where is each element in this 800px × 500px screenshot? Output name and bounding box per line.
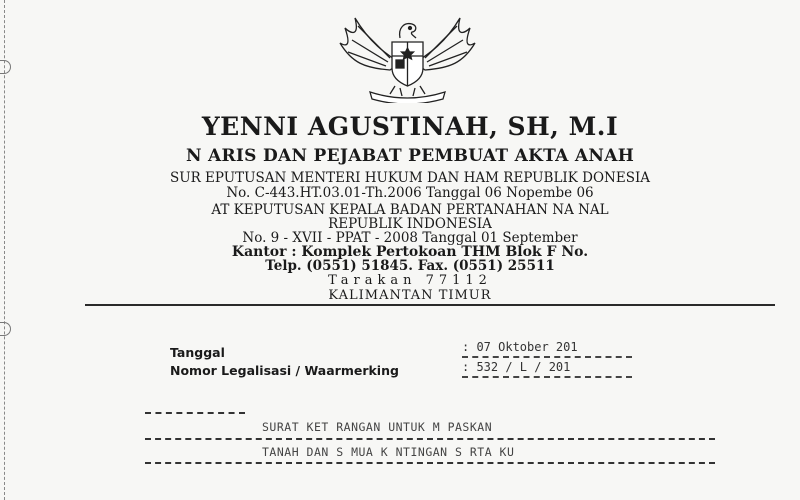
legalization-underline — [462, 376, 632, 378]
subject-line: SURAT KET RANGAN UNTUK M PASKAN — [262, 420, 493, 434]
decree-line: AT KEPUTUSAN KEPALA BADAN PERTANAHAN NA NAL — [211, 202, 609, 218]
legalization-label: Nomor Legalisasi / Waarmerking — [170, 363, 399, 378]
date-underline — [462, 356, 632, 358]
date-label: Tanggal — [170, 345, 225, 360]
legalization-value: : 532 / L / 201 — [462, 360, 571, 374]
contact-phone: Telp. (0551) 51845. Fax. (0551) 25511 — [265, 258, 555, 274]
header-divider — [85, 304, 775, 306]
decree-line: REPUBLIK INDONESIA — [328, 216, 492, 232]
garuda-emblem-icon — [330, 8, 485, 103]
dashed-line — [145, 412, 245, 414]
decree-number: No. C-443.HT.03.01-Th.2006 Tanggal 06 Nopembe 06 — [226, 185, 594, 201]
notary-name: YENNI AGUSTINAH, SH, M.I — [201, 112, 619, 141]
paper-edge — [4, 0, 7, 500]
city: Tarakan 77112 — [328, 273, 492, 288]
binding-hole — [0, 60, 11, 74]
decree-number: No. 9 - XVII - PPAT - 2008 Tanggal 01 September — [242, 230, 578, 246]
date-value: : 07 Oktober 201 — [462, 340, 578, 354]
subject-line: TANAH DAN S MUA K NTINGAN S RTA KU — [262, 445, 515, 459]
binding-hole — [0, 322, 11, 336]
office-address: Kantor : Komplek Pertokoan THM Blok F No. — [231, 244, 589, 260]
dashed-line — [145, 438, 715, 440]
province: KALIMANTAN TIMUR — [328, 288, 492, 303]
decree-line: SUR EPUTUSAN MENTERI HUKUM DAN HAM REPUBLIK DONESIA — [169, 170, 651, 186]
notary-title: N ARIS DAN PEJABAT PEMBUAT AKTA ANAH — [185, 146, 635, 166]
dashed-line — [145, 462, 715, 464]
